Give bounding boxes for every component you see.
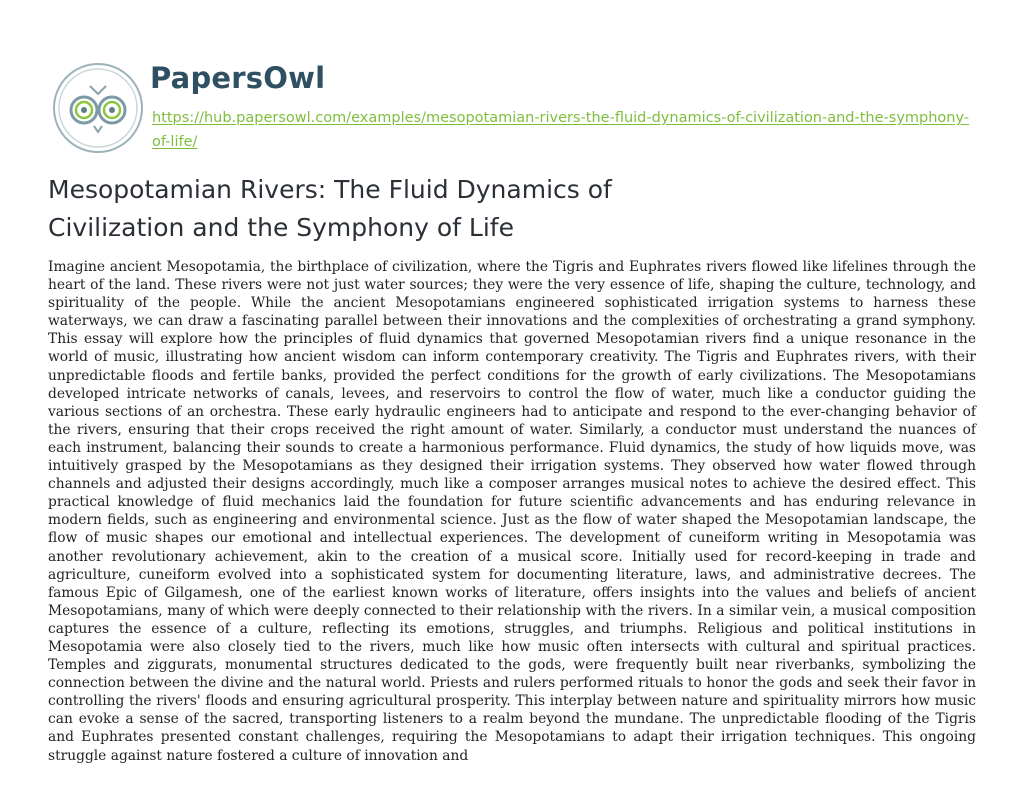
- owl-eyes-logo-icon: [50, 60, 146, 156]
- essay-title: Mesopotamian Rivers: The Fluid Dynamics of Civilization and the Symphony of Life: [48, 175, 612, 242]
- source-url-link[interactable]: https://hub.papersowl.com/examples/mesopotamian-rivers-the-fluid-dynamics-of-civilization-and-the-symphony-of-life/: [152, 110, 970, 150]
- essay-body: Imagine ancient Mesopotamia, the birthplace of civilization, where the Tigris and Euphrates rivers flowed like lifelines through the heart of the land. These rivers were not just water sources; they were the very essence of life, shaping the culture, technology, and spirituality of the people. While the ancient Mesopotamians engineered sophisticated irrigation systems to harness these waterways, we can draw a fascinating parallel between their innovations and the complexities of orchestrating a grand symphony. This essay will explore how the principles of fluid dynamics that governed Mesopotamian rivers find a unique resonance in the world of music, illustrating how ancient wisdom can inform contemporary creativity. The Tigris and Euphrates rivers, with their unpredictable floods and fertile banks, provided the perfect conditions for the growth of early civilizations. The Mesopotamians developed intricate networks of canals, levees, and reservoirs to control the flow of water, much like a conductor guiding the various sections of an orchestra. These early hydraulic engineers had to anticipate and respond to the ever-changing behavior of the rivers, ensuring that their crops received the right amount of water. Similarly, a conductor must understand the nuances of each instrument, balancing their sounds to create a harmonious performance. Fluid dynamics, the study of how liquids move, was intuitively grasped by the Mesopotamians as they designed their irrigation systems. They observed how water flowed through channels and adjusted their designs accordingly, much like a composer arranges musical notes to achieve the desired effect. This practical knowledge of fluid mechanics laid the foundation for future scientific advancements and has enduring relevance in modern fields, such as engineering and environmental science. Just as the flow of water shaped the Mesopotamian landscape, the flow of music shapes our emotional and intellectual experiences. The development of cuneiform writing in Mesopotamia was another revolutionary achievement, akin to the creation of a musical score. Initially used for record-keeping in trade and agriculture, cuneiform evolved into a sophisticated system for documenting literature, laws, and administrative decrees. The famous Epic of Gilgamesh, one of the earliest known works of literature, offers insights into the values and beliefs of ancient Mesopotamians, many of which were deeply connected to their relationship with the rivers. In a similar vein, a musical composition captures the essence of a culture, reflecting its emotions, struggles, and triumphs. Religious and political institutions in Mesopotamia were also closely tied to the rivers, much like how music often intersects with cultural and spiritual practices. Temples and ziggurats, monumental structures dedicated to the gods, were frequently built near riverbanks, symbolizing the connection between the divine and the natural world. Priests and rulers performed rituals to honor the gods and seek their favor in controlling the rivers' floods and ensuring agricultural prosperity. This interplay between nature and spirituality mirrors how music can evoke a sense of the sacred, transporting listeners to a realm beyond the mundane. The unpredictable flooding of the Tigris and Euphrates presented constant challenges, requiring the Mesopotamians to adapt their irrigation techniques. This ongoing struggle against nature fostered a culture of innovation and: [48, 259, 976, 764]
- brand-name: PapersOwl: [150, 61, 326, 95]
